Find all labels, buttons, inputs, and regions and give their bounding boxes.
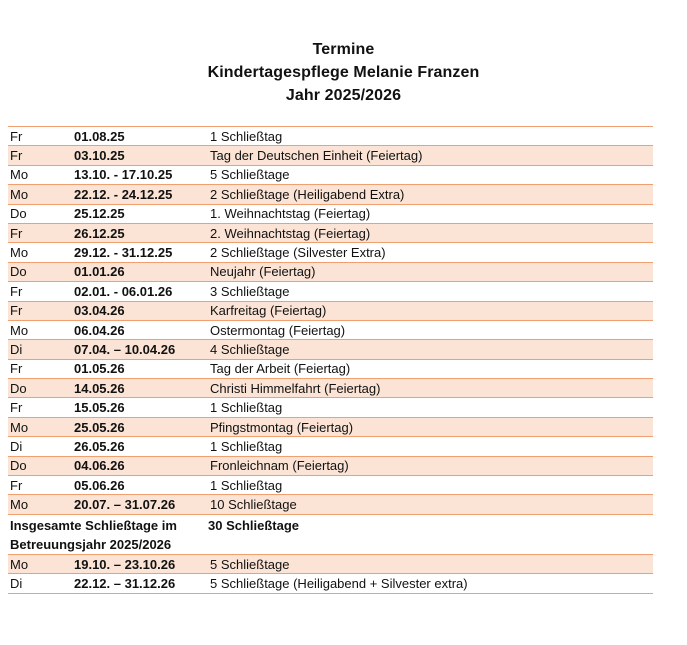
date-cell: 01.05.26 (74, 361, 125, 377)
day-cell: Fr (10, 303, 23, 319)
summary-value: 30 Schließtage (208, 517, 300, 533)
description-cell: 3 Schließtage (210, 283, 290, 299)
table-row (8, 224, 653, 243)
day-cell: Di (10, 438, 23, 454)
summary-label (8, 515, 206, 554)
table-row (8, 476, 653, 495)
description-cell: Karfreitag (Feiertag) (210, 303, 327, 319)
table-row (8, 302, 653, 321)
date-cell: 22.12. – 31.12.26 (74, 575, 176, 591)
document-header (0, 38, 687, 107)
table-row (8, 495, 653, 514)
description-cell: 4 Schließtage (210, 341, 290, 357)
day-cell: Fr (10, 225, 23, 241)
table-row (8, 166, 653, 185)
date-cell: 07.04. – 10.04.26 (74, 341, 176, 357)
description-cell: Christi Himmelfahrt (Feiertag) (210, 380, 381, 396)
description-cell: 1 Schließtag (210, 438, 283, 454)
date-cell: 05.06.26 (74, 477, 125, 493)
day-cell: Fr (10, 283, 23, 299)
description-cell: Pfingstmontag (Feiertag) (210, 419, 354, 435)
summary-label-line1: Insgesamte Schließtage im (10, 517, 177, 533)
day-cell: Do (10, 206, 27, 222)
date-cell: 03.10.25 (74, 148, 125, 164)
date-cell: 19.10. – 23.10.26 (74, 556, 176, 572)
day-cell: Di (10, 575, 23, 591)
day-cell: Mo (10, 245, 29, 261)
description-cell: 5 Schließtage (210, 556, 290, 572)
header-title: Termine (312, 41, 375, 58)
description-cell: 2. Weihnachtstag (Feiertag) (210, 225, 371, 241)
date-cell: 25.05.26 (74, 419, 125, 435)
table-row (8, 127, 653, 146)
description-cell: 10 Schließtage (210, 497, 297, 513)
table-row (8, 263, 653, 282)
description-cell: Tag der Deutschen Einheit (Feiertag) (210, 148, 423, 164)
rows-container (8, 127, 653, 515)
description-cell: 5 Schließtage (210, 167, 290, 183)
day-cell: Do (10, 264, 27, 280)
date-cell: 15.05.26 (74, 400, 125, 416)
day-cell: Fr (10, 477, 23, 493)
date-cell: 03.04.26 (74, 303, 125, 319)
date-cell: 26.05.26 (74, 438, 125, 454)
date-cell: 29.12. - 31.12.25 (74, 245, 173, 261)
day-cell: Fr (10, 148, 23, 164)
description-cell: 2 Schließtage (Heiligabend Extra) (210, 186, 405, 202)
table-row (8, 282, 653, 301)
table-row (8, 457, 653, 476)
description-cell: Fronleichnam (Feiertag) (210, 458, 349, 474)
table-row (8, 146, 653, 165)
table-row (8, 379, 653, 398)
day-cell: Do (10, 380, 27, 396)
description-cell: 1 Schließtag (210, 477, 283, 493)
table-row (8, 418, 653, 437)
date-cell: 14.05.26 (74, 380, 125, 396)
description-cell: 1 Schließtag (210, 128, 283, 144)
header-year: Jahr 2025/2026 (285, 87, 402, 104)
day-cell: Mo (10, 322, 29, 338)
table-row (8, 321, 653, 340)
description-cell: Neujahr (Feiertag) (210, 264, 316, 280)
date-cell: 01.08.25 (74, 128, 125, 144)
date-cell: 02.01. - 06.01.26 (74, 283, 173, 299)
date-cell: 01.01.26 (74, 264, 125, 280)
day-cell: Fr (10, 128, 23, 144)
description-cell: 2 Schließtage (Silvester Extra) (210, 245, 386, 261)
description-cell: Tag der Arbeit (Feiertag) (210, 361, 351, 377)
day-cell: Di (10, 341, 23, 357)
header-subtitle: Kindertagespflege Melanie Franzen (207, 64, 480, 81)
day-cell: Do (10, 458, 27, 474)
table-row (8, 243, 653, 262)
description-cell: 5 Schließtage (Heiligabend + Silvester extra) (210, 575, 468, 591)
description-cell: Ostermontag (Feiertag) (210, 322, 346, 338)
extra-rows-container (8, 555, 653, 594)
table-row (8, 437, 653, 456)
day-cell: Mo (10, 556, 29, 572)
day-cell: Mo (10, 497, 29, 513)
table-row (8, 398, 653, 417)
table-row (8, 360, 653, 379)
day-cell: Fr (10, 400, 23, 416)
date-cell: 26.12.25 (74, 225, 125, 241)
description-cell: 1. Weihnachtstag (Feiertag) (210, 206, 371, 222)
table-row (8, 555, 653, 574)
table-row (8, 574, 653, 593)
day-cell: Fr (10, 361, 23, 377)
day-cell: Mo (10, 419, 29, 435)
description-cell: 1 Schließtag (210, 400, 283, 416)
day-cell: Mo (10, 186, 29, 202)
date-cell: 20.07. – 31.07.26 (74, 497, 176, 513)
table-row (8, 205, 653, 224)
summary-label-line2: Betreuungsjahr 2025/2026 (10, 536, 172, 552)
date-cell: 22.12. - 24.12.25 (74, 186, 173, 202)
table-row (8, 340, 653, 359)
date-cell: 04.06.26 (74, 458, 125, 474)
date-cell: 06.04.26 (74, 322, 125, 338)
schedule-table (8, 126, 653, 594)
table-row (8, 185, 653, 204)
summary-row (8, 515, 653, 555)
day-cell: Mo (10, 167, 29, 183)
date-cell: 25.12.25 (74, 206, 125, 222)
date-cell: 13.10. - 17.10.25 (74, 167, 173, 183)
